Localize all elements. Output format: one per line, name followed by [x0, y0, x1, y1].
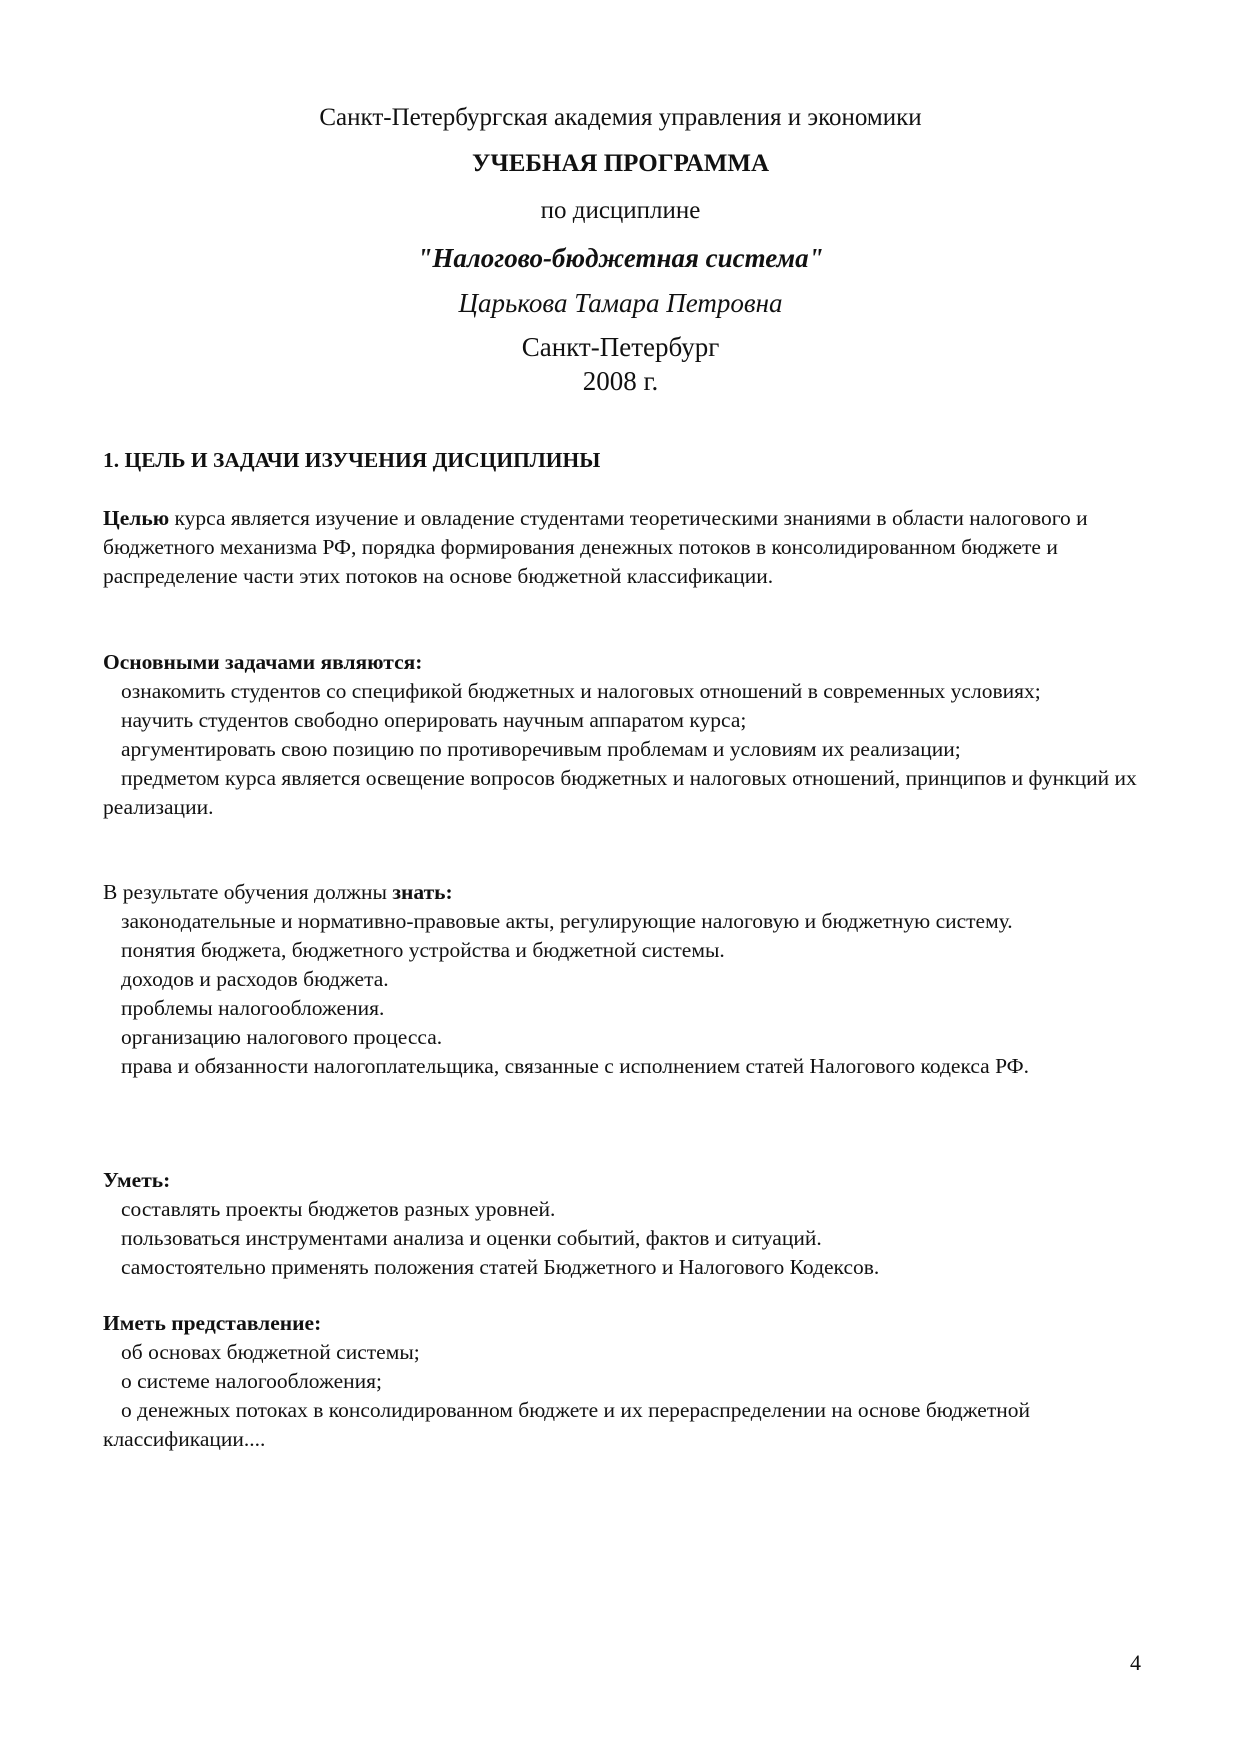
author-name: Царькова Тамара Петровна: [458, 288, 783, 318]
list-item: самостоятельно применять положения статей Бюджетного и Налогового Кодексов.: [121, 1255, 880, 1279]
list-item: доходов и расходов бюджета.: [121, 967, 389, 991]
tasks-heading: Основными задачами являются:: [103, 650, 423, 674]
year: 2008 г.: [582, 366, 659, 396]
list-item: об основах бюджетной системы;: [121, 1340, 420, 1364]
section-heading: 1. ЦЕЛЬ И ЗАДАЧИ ИЗУЧЕНИЯ ДИСЦИПЛИНЫ: [103, 448, 601, 472]
city: Санкт-Петербург: [521, 332, 720, 362]
list-item: аргументировать свою позицию по противоречивым проблемам и условиям их реализации;: [121, 737, 961, 761]
list-item: организацию налогового процесса.: [121, 1025, 443, 1049]
tasks-block: [103, 648, 1153, 822]
list-item: о системе налогообложения;: [121, 1369, 383, 1393]
goal-text: курса является изучение и овладение студентами теоретическими знаниями в области налогового и бюджетного механизма РФ, порядка формирования денежных потоков в консолидированном бюджете и распределение части этих потоков на основе бюджетной классификации.: [103, 506, 1088, 588]
ideas-heading: Иметь представление:: [103, 1311, 322, 1335]
program-title: УЧЕБНАЯ ПРОГРАММА: [472, 150, 769, 177]
knowledge-block: [103, 878, 1153, 1081]
list-item: понятия бюджета, бюджетного устройства и бюджетной системы.: [121, 938, 725, 962]
list-item: законодательные и нормативно-правовые акты, регулирующие налоговую и бюджетную систему.: [121, 909, 1013, 933]
goal-lead: Целью: [103, 506, 170, 530]
list-item: права и обязанности налогоплательщика, связанные с исполнением статей Налогового кодекса РФ.: [121, 1054, 1030, 1078]
knowledge-heading: [103, 878, 1153, 907]
goal-paragraph: [103, 504, 1153, 591]
list-item: ознакомить студентов со спецификой бюджетных и налоговых отношений в современных условиях;: [121, 679, 1041, 703]
knowledge-bold: знать:: [392, 880, 453, 904]
discipline-name: "Налогово-бюджетная система": [417, 243, 824, 273]
list-item: научить студентов свободно оперировать научным аппаратом курса;: [121, 708, 747, 732]
list-item: пользоваться инструментами анализа и оценки событий, фактов и ситуаций.: [121, 1226, 822, 1250]
knowledge-lead: В результате обучения должны: [103, 880, 393, 904]
by-discipline-label: по дисциплине: [540, 197, 701, 224]
list-item: проблемы налогообложения.: [121, 996, 385, 1020]
page-number: 4: [1130, 1650, 1141, 1675]
list-item: о денежных потоках в консолидированном бюджете и их перераспределении на основе бюджетной классификации....: [103, 1398, 1030, 1451]
academy-name: Санкт-Петербургская академия управления и экономики: [319, 104, 922, 131]
skills-heading: Уметь:: [103, 1168, 171, 1192]
list-item: составлять проекты бюджетов разных уровней.: [121, 1197, 556, 1221]
ideas-block: [103, 1309, 1153, 1454]
skills-block: [103, 1166, 1153, 1282]
list-item: предметом курса является освещение вопросов бюджетных и налоговых отношений, принципов и функций их реализации.: [103, 766, 1137, 819]
